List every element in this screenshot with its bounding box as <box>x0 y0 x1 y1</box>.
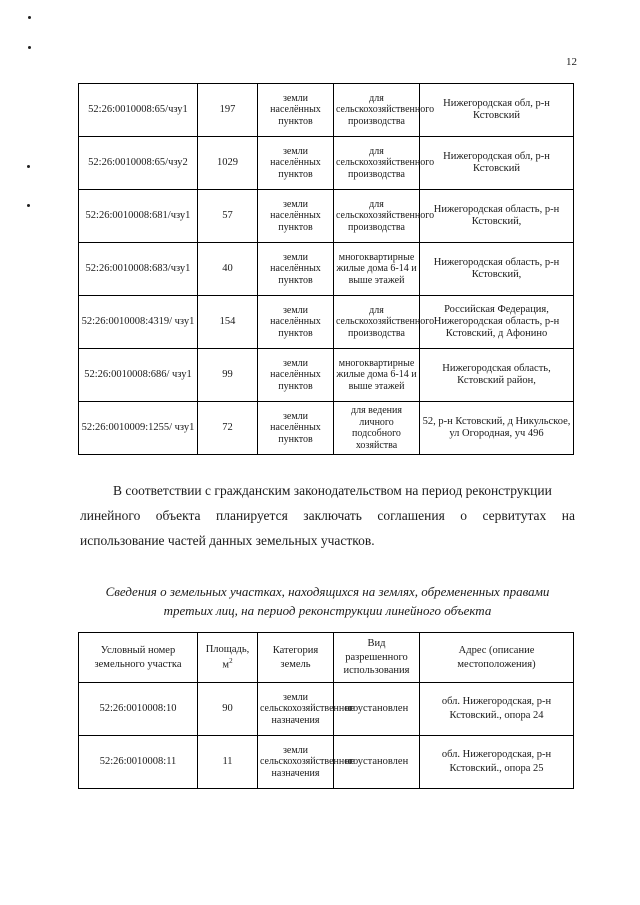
cell-permitted-use: многоквартирные жилые дома 6-14 и выше этажей <box>334 349 420 402</box>
table-row <box>79 296 574 349</box>
table-row <box>79 137 574 190</box>
cell-permitted-use: для сельскохозяйственного производства <box>334 296 420 349</box>
cell-plot-number: 52:26:0010009:1255/ чзу1 <box>79 402 198 455</box>
cell-address: Нижегородская область, р-н Кстовский, <box>420 243 574 296</box>
header-area <box>198 633 258 683</box>
servitude-paragraph <box>80 478 575 553</box>
section-caption <box>70 582 585 620</box>
cell-permitted-use: для сельскохозяйственного производства <box>334 137 420 190</box>
cell-address: Нижегородская обл, р-н Кстовский <box>420 84 574 137</box>
scan-speck <box>27 204 30 207</box>
header-address: Адрес (описание местоположения) <box>420 633 574 683</box>
cell-plot-number: 52:26:0010008:686/ чзу1 <box>79 349 198 402</box>
cell-plot-number: 52:26:0010008:681/чзу1 <box>79 190 198 243</box>
cell-permitted-use: для сельскохозяйственного производства <box>334 84 420 137</box>
cell-permitted-use: многоквартирные жилые дома 6-14 и выше этажей <box>334 243 420 296</box>
header-permitted-use: Вид разрешенного использования <box>334 633 420 683</box>
cell-category: земли сельскохозяйственного назначения <box>258 683 334 736</box>
cell-permitted-use: не установлен <box>334 683 420 736</box>
header-area-unit-sup: 2 <box>229 656 233 665</box>
cell-permitted-use: для ведения личного подсобного хозяйства <box>334 402 420 455</box>
cell-area: 154 <box>198 296 258 349</box>
page-number: 12 <box>566 56 577 68</box>
table-row <box>79 402 574 455</box>
table-row <box>79 190 574 243</box>
cell-plot-number: 52:26:0010008:65/чзу2 <box>79 137 198 190</box>
table-row <box>79 736 574 789</box>
cell-category: земли населённых пунктов <box>258 296 334 349</box>
scan-speck <box>28 46 31 49</box>
cell-area: 11 <box>198 736 258 789</box>
header-plot-number: Условный номер земельного участка <box>79 633 198 683</box>
table-row <box>79 683 574 736</box>
cell-permitted-use: не установлен <box>334 736 420 789</box>
cell-area: 72 <box>198 402 258 455</box>
cell-address: обл. Нижегородская, р-н Кстовский., опора 24 <box>420 683 574 736</box>
cell-area: 57 <box>198 190 258 243</box>
cell-address: Нижегородская область, р-н Кстовский, <box>420 190 574 243</box>
cell-address: Нижегородская область, Кстовский район, <box>420 349 574 402</box>
caption-line: третьих лиц, на период реконструкции линейного объекта <box>163 603 492 618</box>
encumbered-plots-table <box>78 632 574 789</box>
cell-address: Нижегородская обл, р-н Кстовский <box>420 137 574 190</box>
table-row <box>79 349 574 402</box>
cell-area: 1029 <box>198 137 258 190</box>
cell-address: обл. Нижегородская, р-н Кстовский., опора 25 <box>420 736 574 789</box>
cell-plot-number: 52:26:0010008:4319/ чзу1 <box>79 296 198 349</box>
cell-area: 99 <box>198 349 258 402</box>
header-category: Категория земель <box>258 633 334 683</box>
cell-plot-number: 52:26:0010008:683/чзу1 <box>79 243 198 296</box>
scan-speck <box>27 165 30 168</box>
table-header-row <box>79 633 574 683</box>
cell-area: 40 <box>198 243 258 296</box>
cell-address: 52, р-н Кстовский, д Никульское, ул Огородная, уч 496 <box>420 402 574 455</box>
cell-permitted-use: для сельскохозяйственного производства <box>334 190 420 243</box>
paragraph-line: линейного объекта планируется заключать соглашения о сервитутах на <box>80 508 575 523</box>
cell-category: земли населённых пунктов <box>258 243 334 296</box>
cell-category: земли населённых пунктов <box>258 402 334 455</box>
cell-category: земли населённых пунктов <box>258 84 334 137</box>
cell-category: земли сельскохозяйственного назначения <box>258 736 334 789</box>
paragraph-line: В соответствии с гражданским законодательством на период реконструкции <box>113 483 552 498</box>
table-row <box>79 243 574 296</box>
table-row <box>79 84 574 137</box>
cell-plot-number: 52:26:0010008:10 <box>79 683 198 736</box>
header-area-label: Площадь, м <box>205 644 250 671</box>
easement-parts-table <box>78 83 574 455</box>
cell-category: земли населённых пунктов <box>258 137 334 190</box>
cell-area: 90 <box>198 683 258 736</box>
cell-category: земли населённых пунктов <box>258 190 334 243</box>
cell-area: 197 <box>198 84 258 137</box>
scan-speck <box>28 16 31 19</box>
cell-category: земли населённых пунктов <box>258 349 334 402</box>
paragraph-line: использование частей данных земельных участков. <box>80 533 375 548</box>
caption-line: Сведения о земельных участках, находящихся на землях, обремененных правами <box>105 584 550 599</box>
cell-plot-number: 52:26:0010008:65/чзу1 <box>79 84 198 137</box>
cell-plot-number: 52:26:0010008:11 <box>79 736 198 789</box>
cell-address: Российская Федерация, Нижегородская область, р-н Кстовский, д Афонино <box>420 296 574 349</box>
